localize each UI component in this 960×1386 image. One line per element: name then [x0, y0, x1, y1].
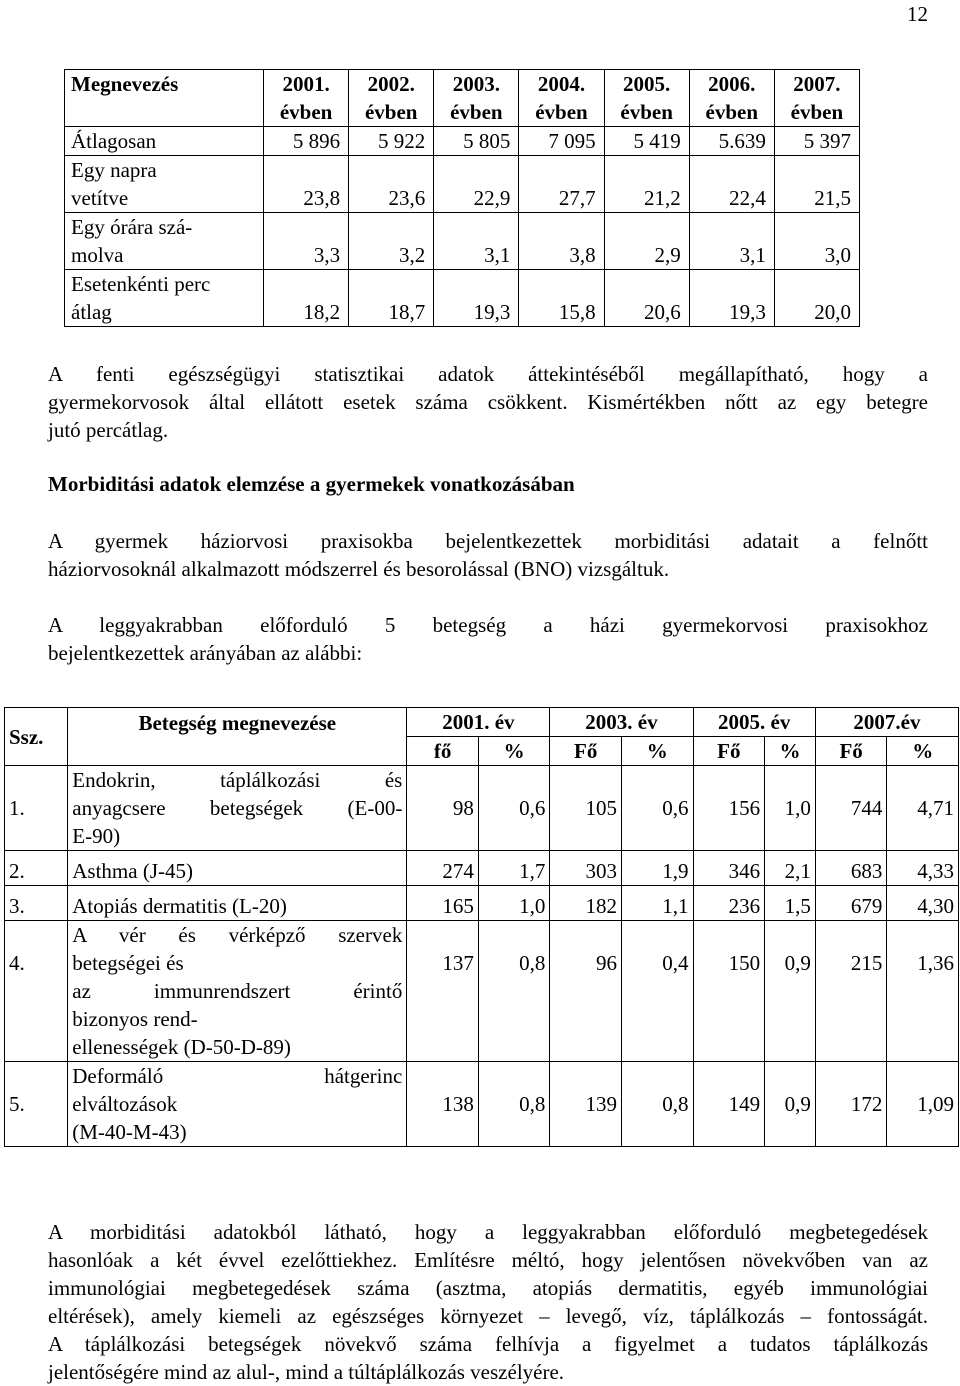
row-label: [65, 270, 264, 327]
table-cell: 346: [693, 851, 765, 886]
table-row: [65, 270, 860, 327]
table-cell: 21,2: [604, 156, 689, 213]
table-cell: 139: [550, 1062, 622, 1147]
table-cell: 96: [550, 921, 622, 1062]
row-label-line: Egy órára szá-: [71, 215, 193, 239]
paragraph-line: jelentőségére mind az alul-, mind a túltáplálkozás veszélyére.: [48, 1360, 565, 1384]
header-cell: 2006. évben: [689, 70, 774, 127]
table-cell: 20,6: [604, 270, 689, 327]
table-cell: 18,7: [349, 270, 434, 327]
row-number: 2.: [5, 851, 68, 886]
table-cell: 1,5: [765, 886, 816, 921]
table-cell: 22,9: [434, 156, 519, 213]
table-cell: 182: [550, 886, 622, 921]
table-cell: 5.639: [689, 127, 774, 156]
consultation-statistics-table: [64, 69, 860, 327]
table-cell: 0,6: [478, 766, 550, 851]
subheader-cell: %: [621, 737, 693, 766]
section-heading: Morbiditási adatok elemzése a gyermekek vonatkozásában: [48, 472, 575, 496]
table-cell: 1,1: [621, 886, 693, 921]
paragraph-line: háziorvosoknál alkalmazott módszerrel és besorolással (BNO) vizsgáltuk.: [48, 557, 670, 581]
disease-name-line: anyagcsere betegségek (E-00-: [72, 796, 403, 820]
table-cell: 98: [407, 766, 479, 851]
page-number: 12: [907, 2, 928, 26]
paragraph-line: gyermekorvosok által ellátott esetek száma csökkent. Kismértékben nőtt az egy betegre: [48, 390, 928, 414]
header-disease-name: [68, 708, 407, 766]
subheader-cell: %: [765, 737, 816, 766]
row-number: 1.: [5, 766, 68, 851]
table-header-row: [5, 708, 959, 737]
table-cell: 1,0: [765, 766, 816, 851]
table-row: [5, 851, 959, 886]
row-label: [65, 156, 264, 213]
table-cell: 303: [550, 851, 622, 886]
table-cell: 23,8: [264, 156, 349, 213]
table-cell: 1,36: [887, 921, 959, 1062]
paragraph-line: hasonlóak a két évvel ezelőttiekhez. Említésre méltó, hogy jelentősen növekvőben van az: [48, 1248, 928, 1272]
disease-name-line: A vér és vérképző szervek: [72, 923, 403, 947]
header-year: 2003. év: [550, 708, 693, 737]
disease-name: [68, 1062, 407, 1147]
table-cell: 0,9: [765, 921, 816, 1062]
paragraph-summary: [48, 360, 928, 444]
table-cell: 137: [407, 921, 479, 1062]
header-cell: 2005. évben: [604, 70, 689, 127]
table-cell: 1,09: [887, 1062, 959, 1147]
row-label-line: Egy napra: [71, 158, 157, 182]
header-cell: 2003. évben: [434, 70, 519, 127]
table-row: [65, 213, 860, 270]
table-cell: 3,1: [434, 213, 519, 270]
table-row: [5, 921, 959, 1062]
table-cell: 3,1: [689, 213, 774, 270]
table-cell: 105: [550, 766, 622, 851]
disease-name-line: elváltozások: [72, 1092, 178, 1116]
subheader-cell: Fő: [693, 737, 765, 766]
disease-name-line: betegségei és: [72, 951, 184, 975]
table-cell: 4,71: [887, 766, 959, 851]
disease-name: [68, 921, 407, 1062]
table-cell: 4,30: [887, 886, 959, 921]
table-cell: 0,6: [621, 766, 693, 851]
header-cell: 2001. évben: [264, 70, 349, 127]
table-row: [65, 156, 860, 213]
table-cell: 2,1: [765, 851, 816, 886]
table-cell: 21,5: [774, 156, 859, 213]
disease-name: [68, 886, 407, 921]
header-cell: Megnevezés: [65, 70, 264, 127]
header-disease-name-text: Betegség megnevezése: [138, 710, 337, 735]
table-cell: 1,0: [478, 886, 550, 921]
disease-name-line: Atopiás dermatitis (L-20): [72, 894, 287, 918]
disease-name: [68, 766, 407, 851]
header-cell: 2004. évben: [519, 70, 604, 127]
table-cell: 3,0: [774, 213, 859, 270]
table-cell: 5 805: [434, 127, 519, 156]
header-ssz: [5, 708, 68, 766]
table-row: [5, 886, 959, 921]
subheader-cell: Fő: [815, 737, 887, 766]
paragraph-line: jutó percátlag.: [48, 418, 169, 442]
table-cell: 1,9: [621, 851, 693, 886]
table-cell: 5 419: [604, 127, 689, 156]
table-cell: 15,8: [519, 270, 604, 327]
table-cell: 679: [815, 886, 887, 921]
paragraph-method: [48, 527, 928, 583]
disease-name-line: Deformáló hátgerinc: [72, 1064, 403, 1088]
header-cell: 2002. évben: [349, 70, 434, 127]
header-year: 2001. év: [407, 708, 550, 737]
paragraph-line: A gyermek háziorvosi praxisokba bejelentkezettek morbiditási adatait a felnőtt: [48, 529, 928, 553]
table-cell: 1,7: [478, 851, 550, 886]
table-cell: 5 896: [264, 127, 349, 156]
table-cell: 3,3: [264, 213, 349, 270]
paragraph-line: A fenti egészségügyi statisztikai adatok áttekintéséből megállapítható, hogy a: [48, 362, 928, 386]
table-cell: 7 095: [519, 127, 604, 156]
table-cell: 19,3: [689, 270, 774, 327]
row-number: 3.: [5, 886, 68, 921]
disease-name-line: az immunrendszert érintő: [72, 979, 403, 1003]
table-cell: 0,8: [621, 1062, 693, 1147]
table-cell: 5 922: [349, 127, 434, 156]
subheader-cell: fő: [407, 737, 479, 766]
table-cell: 138: [407, 1062, 479, 1147]
row-number: 5.: [5, 1062, 68, 1147]
subheader-cell: Fő: [550, 737, 622, 766]
table-cell: 20,0: [774, 270, 859, 327]
table-cell: 236: [693, 886, 765, 921]
morbidity-table: [4, 707, 959, 1147]
table-cell: 19,3: [434, 270, 519, 327]
paragraph-line: bejelentkezettek arányában az alábbi:: [48, 641, 363, 665]
disease-name-line: E-90): [72, 824, 121, 848]
disease-name-line: ellenességek (D-50-D-89): [72, 1035, 291, 1059]
table-row: [5, 1062, 959, 1147]
table-cell: 149: [693, 1062, 765, 1147]
disease-name-line: (M-40-M-43): [72, 1120, 187, 1144]
header-year: 2005. év: [693, 708, 815, 737]
row-label-line: vetítve: [71, 186, 129, 210]
table-row: [5, 766, 959, 851]
paragraph-line: eltérések), amely kiemeli az egészséges környezet – levegő, víz, táplálkozás – fontosságát.: [48, 1304, 928, 1328]
table-cell: 0,8: [478, 1062, 550, 1147]
paragraph-conclusion: [48, 1218, 928, 1386]
disease-name-line: Endokrin, táplálkozási és: [72, 768, 403, 792]
paragraph-line: A leggyakrabban előforduló 5 betegség a házi gyermekorvosi praxisokhoz: [48, 613, 928, 637]
paragraph-line: immunológiai megbetegedések száma (asztma, atopiás dermatitis, egyéb immunológiai: [48, 1276, 928, 1300]
paragraph-intro: [48, 611, 928, 667]
header-ssz-text: Ssz.: [9, 724, 44, 749]
table-cell: 27,7: [519, 156, 604, 213]
row-label-line: Átlagosan: [71, 129, 157, 153]
table-cell: 156: [693, 766, 765, 851]
table-cell: 3,2: [349, 213, 434, 270]
table-cell: 4,33: [887, 851, 959, 886]
subheader-cell: %: [887, 737, 959, 766]
table-cell: 0,9: [765, 1062, 816, 1147]
paragraph-line: A táplálkozási betegségek növekvő száma felhívja a figyelmet a tudatos táplálkozás: [48, 1332, 928, 1356]
table-cell: 274: [407, 851, 479, 886]
table-cell: 2,9: [604, 213, 689, 270]
table-cell: 22,4: [689, 156, 774, 213]
table-cell: 744: [815, 766, 887, 851]
row-label-line: Esetenkénti perc: [71, 272, 211, 296]
table-cell: 150: [693, 921, 765, 1062]
row-label-line: molva: [71, 243, 124, 267]
table-header-row: [65, 70, 860, 127]
table-cell: 172: [815, 1062, 887, 1147]
row-label: [65, 127, 264, 156]
table-cell: 0,4: [621, 921, 693, 1062]
table-cell: 683: [815, 851, 887, 886]
table-cell: 18,2: [264, 270, 349, 327]
table-cell: 3,8: [519, 213, 604, 270]
table-cell: 165: [407, 886, 479, 921]
row-number: 4.: [5, 921, 68, 1062]
row-label-line: átlag: [71, 300, 112, 324]
table-cell: 215: [815, 921, 887, 1062]
disease-name-line: bizonyos rend-: [72, 1007, 198, 1031]
subheader-cell: %: [478, 737, 550, 766]
table-cell: 0,8: [478, 921, 550, 1062]
row-label: [65, 213, 264, 270]
table-cell: 5 397: [774, 127, 859, 156]
table-cell: 23,6: [349, 156, 434, 213]
table-row: [65, 127, 860, 156]
disease-name: [68, 851, 407, 886]
header-year: 2007.év: [815, 708, 958, 737]
disease-name-line: Asthma (J-45): [72, 859, 193, 883]
header-cell: 2007. évben: [774, 70, 859, 127]
paragraph-line: A morbiditási adatokból látható, hogy a leggyakrabban előforduló megbetegedések: [48, 1220, 928, 1244]
